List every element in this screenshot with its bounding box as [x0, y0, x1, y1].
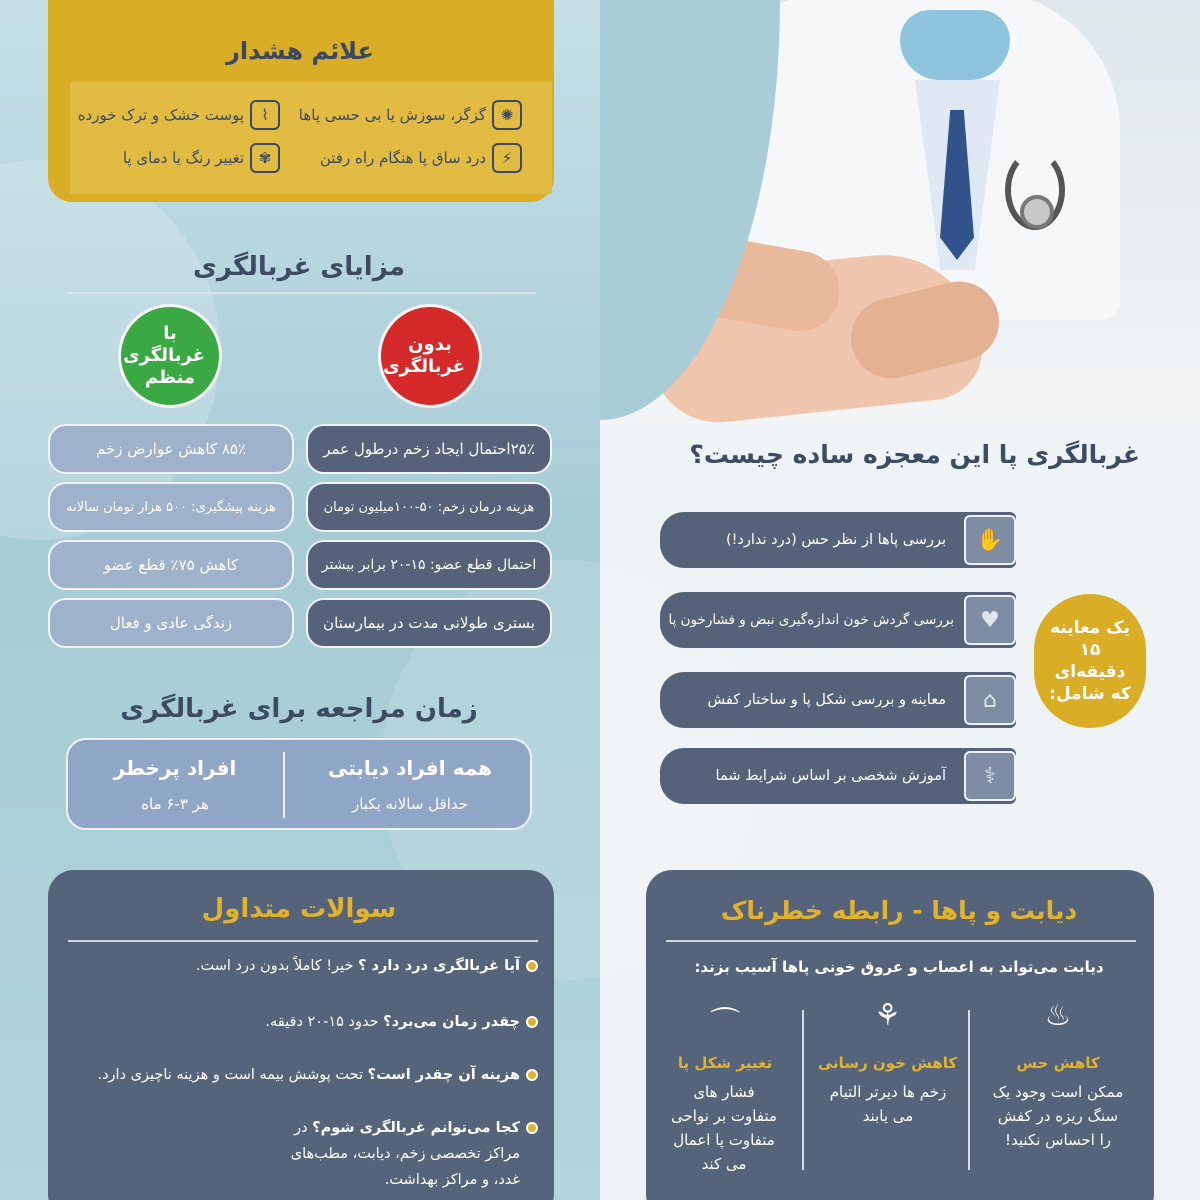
- diabetes-feet-subtitle: دیابت می‌تواند به اعصاب و عروق خونی پاها آسیب بزند:: [694, 958, 1104, 976]
- screening-item-text: معاینه و بررسی شکل پا و ساختار کفش: [707, 692, 946, 708]
- faq-title: سوالات متداول: [201, 894, 397, 924]
- faq-bullet: [526, 1016, 538, 1028]
- foot-deformity-text: فشار های متفاوت بر نواحی متفاوت پا اعمال می کند: [671, 1083, 777, 1173]
- leg-pain-icon: ⚡: [492, 143, 522, 173]
- divider: [66, 292, 536, 294]
- warning-item: پوست خشک و ترک خورده: [77, 106, 244, 124]
- faq-question: چقدر زمان می‌برد؟: [383, 1014, 520, 1030]
- with-item: زندگی عادی و فعال: [48, 598, 294, 648]
- stethoscope-head-graphic: [1020, 195, 1054, 229]
- visit-time-table: [66, 738, 532, 830]
- with-item: ۸۵٪ کاهش عوارض زخم: [48, 424, 294, 474]
- faq-answer: در مراکز تخصصی زخم، دیابت، مطب‌های غدد، و مراکز بهداشت.: [290, 1120, 520, 1188]
- warning-item: درد ساق پا هنگام راه رفتن: [319, 149, 486, 167]
- with-screening-badge: [118, 304, 222, 408]
- foot-shape-icon: ⌒: [710, 1006, 740, 1041]
- advantages-title: مزایای غربالگری: [193, 252, 405, 282]
- diabetes-feet-title: دیابت و پاها - رابطه خطرناک: [720, 896, 1078, 925]
- screening-item: [660, 672, 1016, 728]
- faq-divider: [68, 940, 538, 942]
- faq-bullet: [526, 960, 538, 972]
- without-screening-badge: [378, 304, 482, 408]
- screening-item: [660, 748, 1016, 804]
- faq-bullet: [526, 1069, 538, 1081]
- surgical-mask-graphic: [900, 10, 1010, 80]
- foot-sensation-icon: ♨: [1044, 998, 1072, 1033]
- reduced-circulation-text: زخم ها دیرتر التیام می یابند: [829, 1083, 947, 1125]
- dry-skin-foot-icon: ⌇: [250, 100, 280, 130]
- without-screening-label: بدون غربالگری: [383, 334, 465, 377]
- table-divider: [283, 752, 285, 818]
- faq-item: [290, 1115, 520, 1193]
- with-item: کاهش ۷۵٪ قطع عضو: [48, 540, 294, 590]
- warning-band: [70, 82, 552, 194]
- without-item: هزینه درمان زخم: ۵۰-۱۰۰میلیون تومان: [306, 482, 552, 532]
- screening-item: [660, 512, 1016, 568]
- all-diabetics-heading: همه افراد دیابتی: [327, 756, 493, 780]
- shoe-icon: ⌂: [964, 675, 1016, 725]
- faq-item: [70, 953, 520, 979]
- tingling-foot-icon: ✺: [492, 100, 522, 130]
- high-risk-frequency: هر ۳-۶ ماه: [141, 795, 209, 813]
- faq-question: هزینه آن چقدر است؟: [367, 1067, 520, 1083]
- screening-title: غربالگری پا این معجزه ساده چیست؟: [689, 440, 1140, 469]
- warning-item: تغییر رنگ یا دمای پا: [122, 149, 244, 167]
- without-item: بستری طولانی مدت در بیمارستان: [306, 598, 552, 648]
- without-item: ۲۵٪احتمال ایجاد زخم درطول عمر: [306, 424, 552, 474]
- column-divider: [968, 1010, 970, 1170]
- faq-item: [70, 1062, 520, 1088]
- all-diabetics-frequency: حداقل سالانه یکبار: [351, 795, 469, 813]
- reduced-sensation-title: کاهش حس: [1016, 1054, 1100, 1072]
- without-item: احتمال قطع عضو: ۱۵-۲۰ برابر بیشتر: [306, 540, 552, 590]
- faq-bullet: [526, 1122, 538, 1134]
- exam-duration-badge: [1034, 594, 1146, 728]
- heart-pulse-icon: ♥: [964, 595, 1016, 645]
- reduced-sensation-text: ممکن است وجود یک سنگ ریزه در کفش را احساس نکنید!: [992, 1083, 1124, 1149]
- with-item: هزینه پیشگیری: ۵۰۰ هزار تومان سالانه: [48, 482, 294, 532]
- column-divider: [802, 1010, 804, 1170]
- foot-deformity-title: تغییر شکل پا: [677, 1054, 773, 1072]
- foot-touch-icon: ✋: [964, 515, 1016, 565]
- faq-answer: خیر! کاملاً بدون درد است.: [195, 958, 359, 974]
- doctor-patient-icon: ⚕: [964, 751, 1016, 801]
- warning-title: علائم هشدار: [226, 37, 374, 65]
- visit-time-title: زمان مراجعه برای غربالگری: [120, 694, 478, 724]
- panel-divider: [666, 940, 1136, 942]
- screening-item-text: بررسی پاها از نظر حس (درد ندارد!): [725, 532, 946, 548]
- screening-item: [660, 592, 1016, 648]
- with-screening-label: با غربالگری منظم: [123, 323, 205, 388]
- faq-item: [70, 1009, 520, 1035]
- warning-item: گزگز، سوزش یا بی حسی پاها: [298, 106, 486, 124]
- faq-question: کجا می‌توانم غربالگری شوم؟: [312, 1120, 520, 1136]
- faq-answer: تحت پوشش بیمه است و هزینه ناچیزی دارد.: [97, 1067, 368, 1083]
- screening-item-text: آموزش شخصی بر اساس شرایط شما: [715, 768, 946, 784]
- foot-color-icon: ✾: [250, 143, 280, 173]
- exam-duration-label: یک معاینه ۱۵ دقیقه‌ای که شامل:: [1049, 618, 1131, 704]
- faq-answer: حدود ۱۵-۲۰ دقیقه.: [265, 1014, 384, 1030]
- faq-question: آیا غربالگری درد دارد ؟: [358, 958, 520, 974]
- reduced-circulation-title: کاهش خون رسانی: [817, 1054, 958, 1072]
- leg-wound-icon: ⚘: [874, 998, 901, 1033]
- high-risk-heading: افراد پرخطر: [113, 756, 237, 780]
- screening-item-text: بررسی گردش خون اندازه‌گیری نبض و فشارخون پا: [668, 612, 954, 628]
